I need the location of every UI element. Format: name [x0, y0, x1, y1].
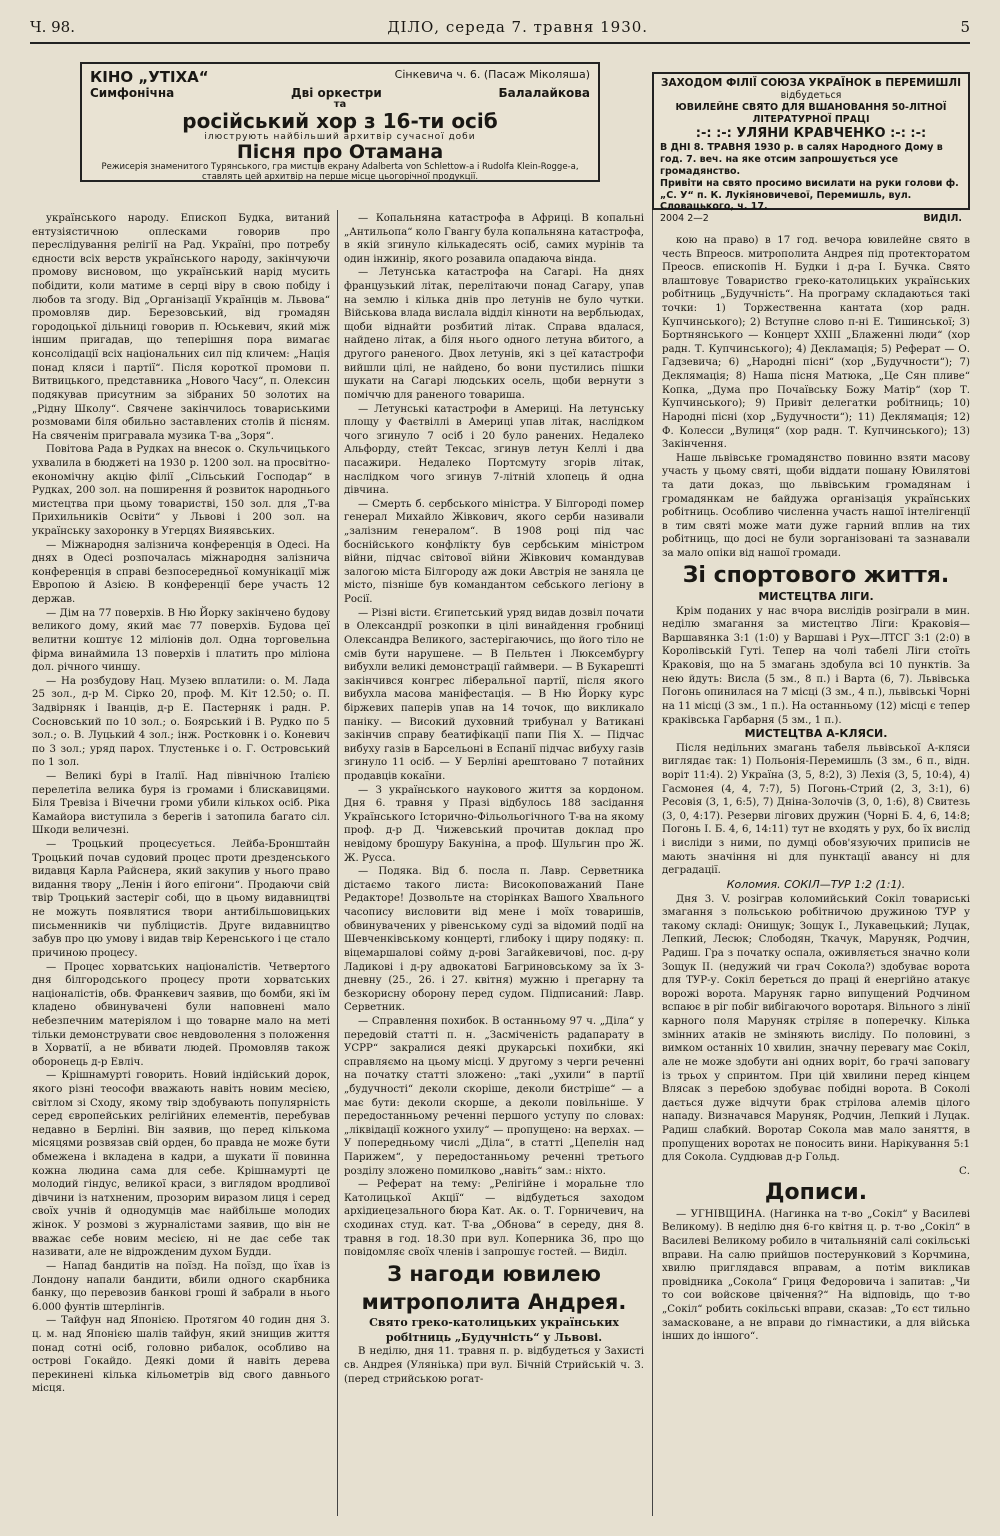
column-3: [662, 234, 970, 1520]
masthead-date: ДІЛО, середа 7. травня 1930.: [387, 18, 649, 36]
article-paragraph: Дня 3. V. розіграв коломийський Сокіл товариські змагання з польською робітничою дружиною ТУР у такому складі: Онищук; Зощук І., Лукавецький; Луцак, Лепкий, Лесюк; Слободян, Ткачук, Маруняк, Родчин, Радиш. Гра з початку оспала, оживляється значно коли Зощук ІІ. (недужий чи грач Сокола?) здобуває ворота для ТУР-у. Сокіл береться до праці й енергійно атакує ворожі ворота. Маруняк гарно випущений Родчином вспаює в ріг побіг вибігаючого воротаря. Вільного з лінії карного поля Маруняк стріляє в поперечку. Кілька змінних атаків не зміняють висліду. По половині, з вимком останніх 10 хвилин, значну перевагу має Сокіл, але не може здобути ані одних воріт, бо грачі заповагу із трьох у спринтом. При цій хвилини перед кінцем Влясак з перебою здобуває побідні ворота. В Соколі дається дуже відчути брак стрілова алемів цілого нападу. Визначався Маруняк, Родчин, Лепкий і Луцак. Радиш слабкий. Воротар Сокола мав мало заняття, в пропущених воротах не поносить вини. Нарікування 5:1 для Сокола. Суддював д-р Гольд.: [662, 893, 970, 1164]
orchestra-2: Балалайкова: [498, 86, 590, 100]
ad-prem-line3: ЮВИЛЕЙНЕ СВЯТО ДЛЯ ВШАНОВАННЯ 50-ЛІТНОЇ ЛІТЕРАТУРНОЇ ПРАЦІ: [675, 102, 947, 125]
article-paragraph: Після недільних змагань табеля львівської А-кляси виглядає так: 1) Польонія-Перемишль (3 зм., 6 п., відн. воріт 11:4). 2) Україна (3, 5, 8:2), 3) Лехія (3, 5, 10:4), 4) Гасмонея (4, 4, 7:7), 5) Погонь-Стрий (2, 3, 3:1), 6) Ресовія (3, 1, 6:5), 7) Дніна-Золочів (3, 0, 1:6), 8) Свитезь (3, 0, 4:17). Резерви лігових дружин (Чорні Б. 4, 6, 14:8; Погонь І. Б. 4, 6, 14:11) тут не входять у рух, бо їх вислід і висліди з ними, по думці обов'язуючих приписів не мають значіння ні для пунктації аванcу ні для деградації.: [662, 742, 970, 877]
ad-prem-signature: ВИДІЛ.: [923, 213, 962, 225]
dopysy-section-title: Дописи.: [764, 1180, 868, 1206]
sport-subheading: МИСТЕЦТВА А-КЛЯСИ.: [744, 727, 888, 741]
article-paragraph: — Великі бурі в Італії. Над північною Італією перелетіла велика буря із громами і блискавицями. Біля Тревіза і Вічечни громи убили кількох осіб. Ріка Камайора виступила з берегів і затопила багато сіл. Шкоди величезні.: [32, 770, 330, 837]
column-2: [344, 212, 644, 1520]
orchestra-1: Симфонічна: [90, 86, 175, 100]
orchestra-label: Дві оркестри: [290, 86, 382, 100]
article-paragraph: — Справлення похибок. В останньому 97 ч. „Діла“ у передовій статті п. н. „Засміченість радапарату в УСРР“ закралися деякі друкарські похибки, які справляємо на цьому місці. У другому з черги реченні на початку статті зложено: „такі „ухили“ в партії „будучності“ деколи скоріше, деколи бистріше“ — а має бути: деколи скорше, а деколи повільніше. У передостанньому реченні першого уступу по словах: „ліквідації кожного ухилу“ — пропущено: на верхах. — У попередньому числі „Діла“, в статті „Цепелін над Парижем“, у передостанньому реченні третього розділу зложено помилково „навіть“ зам.: ніхто.: [344, 1015, 644, 1177]
article-paragraph: Повітова Рада в Рудках на внесок о. Скульчицького ухвалила в бюджеті на 1930 р. 1200 зол. на просвітно-економічну акцію філії „Сільський Господар“ в Рудках, 200 зол. на поширення й розвиток народнього мистецтва при цьому товаристві, 150 зол. для „Т-ва Прихильників Освіти“ у Львові і 200 зол. на українську захоронку в Угерцях Вияявських.: [32, 444, 330, 538]
article-paragraph: — Троцький процесується. Лейба-Бронштайн Троцький почав судовий процес проти дрезденського видавця Карла Райснера, який закупив у нього право видання твору „Ленін і його епігони“. Продаючи свій твір Троцький застеріг собі, що в цьому видавництві не можуть появлятися твори антибільшовицьких письменників чи публіцистів. Друге видавництво забув про цю умову і видав твір Керенського і це стало причиною процесу.: [32, 839, 330, 959]
cinema-name: КІНО „УТІХА“: [90, 68, 209, 86]
article-paragraph: — Процес хорватських націоналістів. Четвертого дня білгородського процесу проти хорватських націоналістів, обв. Франкевич заявив, що бомби, які їм кладено обвинувачені були наповнені мало небезпечним матеріялом і що товарне мало на меті тільки демонструвати своє невдоволення з положення в Хорватії, а не вбивати людей. Промовляв також оборонець д-р Евліч.: [32, 961, 330, 1068]
article-paragraph: — Дім на 77 поверхів. В Ню Йорку закінчено будову великого дому, який має 77 поверхів. Будова цеї велитни коштує 12 міліонів дол. Одна торговельна фірма винаймила 13 поверхів і платить про міліона дол. річного чиншу.: [32, 607, 330, 674]
article-paragraph: — На розбудову Нац. Музею вплатили: о. М. Лада 25 зол., д-р М. Сірко 20, проф. М. Кіт 12.50; о. П. Задвірняк і Іванців, д-р Е. Пастерняк і радн. Р. Сосновський по 10 зол.; о. Боярський і В. Рудко по 5 зол.; о. В. Луцький 4 зол.; інж. Ростковнк і о. Коневич по 3 зол.; уряд парох. Тлустенькє і о. Г. Островський по 1 зол.: [32, 675, 330, 769]
article-paragraph: — Міжнародня залізнича конференція в Одесі. На днях в Одесі розпочалась міжнародня залізнича конференція в справі безпосередньої комунікації між Европою й Азією. В конференції бере участь 12 держав.: [32, 539, 330, 606]
article-paragraph: кою на право) в 17 год. вечора ювилейне свято в честь Впреосв. митрополита Андрея під протекторатом Преосв. епископів Н. Будки і д-ра І. Бучка. Свято влаштовує Товариство греко-католицьких українських робітниць „Будучність“. На програму складаються такі точки: 1) Торжественна кантата (хор радн. Купчинського); 2) Вступне слово п-ні Е. Тишинської; 3) Бортнянського — Концерт XXIII „Блаженні люди“ (хор радн. Т. Купчинського); 4) Декламація; 5) Реферат — О. Гадзевича; 6) „Народні пісні“ (хор „Будучности“); 7) Деклямація; 8) Наша пісня Матюка, „Це Сян пливе“ Копка, „Дума про Почаївську Божу Матір“ (хор Т. Купчинського); 9) Привіт делегатки робітниць; 10) Народні пісні (хор „Будучности“); 11) Деклямація; 12) Ф. Колесси „Вулиця“ (хор радн. Т. Купчинського); 13) Закінчення.: [662, 235, 970, 451]
article-paragraph: Наше львівське громадянство повинно взяти масову участь у цьому святі, щоби віддати пошану Ювилятові та дати доказ, що львівським громадянам і громадянкам не байдужа організація українських робітниць. Особливо численна участь нашої інтелігенції в тим святі може мати дуже гарний вплив на тих робітниць, що досі не були зорганізовані та зазнавали за мало опіки від нашої громади.: [662, 452, 970, 560]
sport-subheading: Коломия. СОКІЛ—ТУР 1:2 (1:1).: [726, 877, 906, 891]
conjunction: та: [333, 99, 347, 110]
article-paragraph: Крім поданих у нас вчора вислідів розіграли в мин. неділю змагання за мистецтво Ліги: Краковія—Варшавянка 3:1 (1:0) у Варшаві і Рух—ЛТСГ 3:1 (2:0) в Королівській Гуті. Тепер на чолі табелі Ліги стоїть Краковія, що на 5 змагань здобула всі 10 пунктів. За нею йдуть: Висла (5 зм., 8 п.) і Варта (6, 7). Львівська Погонь опинилася на 7 місці (3 зм., 4 п.), львівські Чорні на 11 місці (3 зм., 1 п.). На останньому (12) місці є тепер краківська Гарбарня (5 зм., 1 п.).: [662, 605, 970, 726]
article-signature: С.: [958, 1165, 970, 1177]
sport-subheading: МИСТЕЦТВА ЛІГИ.: [758, 589, 874, 603]
jubilee-subheadline: Свято греко-католицьких українських робітниць „Будучність“ у Львові.: [369, 1315, 619, 1344]
column-1: [32, 212, 330, 1520]
article-paragraph: — Напад бандитів на поїзд. На поїзд, що їхав із Лондону напали бандити, вбили одного скарбника банку, що перевозив банкові гроші й забрали в нього 6.000 фунтів штерлінгів.: [32, 1260, 330, 1313]
column-rule-1: [337, 210, 338, 1516]
ad-prem-line5: В ДНІ 8. ТРАВНЯ 1930 р. в салях Народного Дому в год. 7. веч. на яке отсим запрошується усе громадянство.: [660, 142, 943, 177]
jubilee-advertisement: [652, 72, 970, 225]
issue-number: Ч. 98.: [30, 18, 75, 36]
article-paragraph: — Подяка. Від б. посла п. Лавр. Серветника дістаємо такого листа: Високоповажаний Пане Редакторе! Дозвольте на сторінках Вашого Хвального часопису висловити від мене і моїх товаришів, обвинувачених у рівенському суді за відомий події на Шевченківському концерті, глибоку і щиру подяку: п. віцемаршалові сойму д-рові Загайкевичові, пос. д-ру Ладикові і д-ру адвокатові Багриновському за їх 3-дневну (25., 26. і 27. квітня) мужню і прегарну та безкорисну оборону перед судом. Підписаний: Лавр. Серветник.: [344, 866, 644, 1014]
film-credits: Режисерія знаменитого Турянського, гра мистців екрану Adalberta von Schlettow-a і Rudolfa Klein-Rogge-a, ставлять цей архитвір на перше місце цьогорічної продукції.: [101, 161, 579, 182]
article-paragraph: — УГНІВЩИНА. (Нагинка на т-во „Сокіл“ у Василеві Великому). В неділю дня 6-го квітня ц. р. т-во „Сокіл“ в Василеві Великому робило в читальняній салі сокільські вправи. На салю прийшов постерунковий з Корчмина, хвилю приглядався вправам, а потім викликав провідника „Сокола“ Гриця Федоровича і запитав: „Чи то сои войскове цвічення?“ На відповідь, що т-во „Сокіл“ робить сокільські вправи, сказав: „То єст тильно замасковане, а не вправи до гімнастики, а для війська інших до іншого“.: [662, 1208, 970, 1343]
film-title: Пісня про Отамана: [236, 141, 444, 163]
choir-line: російський хор з 16-ти осіб: [182, 109, 498, 133]
ad-prem-line2: відбудеться: [780, 90, 842, 102]
cinema-advertisement: [80, 62, 600, 182]
article-paragraph: — Летунська катастрофа на Сагарі. На днях французький літак, перелітаючи понад Сагару, упав на землю і кілька днів про летунів не було чутки. Військова влада вислала відділ кінноти на вербльюдах, щоби віднайти розбитий літак. Справа вдалася, найдено літак, а біля нього одного летуна вбитого, а другого раненого. Двох летунів, які з цеї катастрофи вийшли цілі, не найдено, бо вони пустились пішки шукати на Сагарі людських осель, щоби вернути з поміччю для раненого товариша.: [344, 267, 644, 401]
jubilee-banner-headline: З нагоди ювилею митрополита Андрея.: [361, 1261, 627, 1314]
page-number: 5: [960, 18, 970, 36]
article-paragraph: — Крішнамурті говорить. Новий індійський дорок, якого різні теософи вважають навіть новим месією, світлом зі Сходу, якому твір здобувають популярність серед європейських релігійних елементів, перебував недавно в Берліні. Він заявив, що перед кількома місяцями розвязав свій орден, бо правда не може бути обмежена і вкладена в кадри, а шукати її повинна кожна людина сама для себе. Крішнамурті це молодий гіндус, великої краси, з виглядом вродливої дівчини із натхненим, прозорим виразом лиця і серед своїх учнів й однодумців має найбільше молодих жінок. У розмові з журналістами заявив, що він не вважає себе новим месією, ні не дає себе так називати, але не відрожденим духом Будди.: [32, 1070, 330, 1259]
sport-section-title: Зі спортового життя.: [682, 562, 950, 588]
article-paragraph: В неділю, дня 11. травня п. р. відбудеться у Захисті св. Андрея (Уляніька) при вул. Бічній Стрийській ч. 3. (перед стрийською рогат-: [344, 1346, 644, 1385]
article-paragraph: — Летунські катастрофи в Америці. На летунську площу у Фаєтвіллі в Америці упав літак, наслідком чого згинуло 7 осіб і 20 було ранених. Недалеко Альфорду, стейт Тексас, згинув летун Келлі і два пасажири. Недалеко Портсмуту згорів літак, наслідком чого згинув 7-літній хлопець й одна дівчина.: [344, 403, 644, 497]
article-paragraph: — Різні вісти. Єгипетський уряд видав дозвіл почати в Олександрії розкопки в цілі винайдення гробниці Олександра Великого, застерігаючись, що його тіло не смів бути нарушене. — В Пельтен і Люксембургу вибухли великі демонстрації гаймвери. — В Букарешті закінчився конгрес ліберальної партії, після якого вибухла масова маніфестація. — В Ню Йорку курс біржевих паперів упав на 14 точок, що викликало паніку. — Високий духовний трибунал у Ватикані закінчив справу беатифікації папи Пія Х. — Підчас вибуху газів в Барсельоні в Еспанії підчас вибуху газів згинуло 11 осіб. — У Берліні арештовано 7 потайних продавців кокаїни.: [344, 607, 644, 782]
article-paragraph: — З українського наукового життя за кордоном. Дня 6. травня у Празі відбулось 188 засідання Українського Історично-Фільольогічного Т-ва на якому проф. д-р Д. Чижевський прочитав доклад про невідому брошуру Бакуніна, а проф. Шульгин про Ж. Ж. Русса.: [344, 784, 644, 864]
ad-subline: ілюструють найбільший архитвір сучасної доби: [204, 132, 476, 142]
ad-prem-line6: Привіти на свято просимо висилати на руки голови ф. „С. У“ п. К. Лукіяновичевої, Перемишль, вул. Словацького, ч. 17.: [660, 177, 959, 213]
article-paragraph: — Тайфун над Японією. Протягом 40 годин дня 3. ц. м. над Японією шалів тайфун, який знищив життя понад сотні осіб, головно рибалок, особливо на острові Гокайдо. Деякі доми й навіть дерева перекинені кілька кільометрів від свого давнього місця.: [32, 1315, 330, 1395]
article-paragraph: — Смерть б. сербського міністра. У Білгороді помер генерал Михайло Жівкович, якого серби називали „залізним генералом“. В 1908 році під час боснійського конфлікту був сербським міністром війни, підчас світової війни Жівкович командував залогою міста Білгороду аж доки Австрія не заняла це місто, пізніше був командантом себського легіону в Росії.: [344, 498, 644, 606]
article-paragraph: українського народу. Епископ Будка, витаний ентузіястичною оплесками говорив про переслідування релігії на Рад. Україні, про потребу єдности всіх верств українського народу, закінчуючи промову висновом, що український нарід мусить побідити, коли матиме в серці віру в свою побіду і любов та згоду. Від „Організації Українців м. Львова“ промовляв дир. Березовський, від громадян городоцької дільниці говорив п. Юськевич, який між іншим пригадав, що теперішня пора вимагає консолідації всіх національних сил під кличем: „Нація понад кляси і партії“. Після короткої промови п. Витвицького, представника „Нового Часу“, п. Олексин подякував присутним за зібраних 50 золотих на „Рідну Школу“. Свячене закінчилось товариськими розмовами біля обильно заставлених столів й пісням. На свяченім пригравала музика Т-ва „Зоря“.: [32, 213, 330, 442]
ad-prem-honoree: :-: :-: УЛЯНИ КРАВЧЕНКО :-: :-:: [695, 125, 927, 141]
column-rule-2: [652, 210, 653, 1516]
ad-prem-code: 2004 2—2: [660, 213, 709, 225]
page-header: [30, 12, 970, 44]
article-paragraph: — Копальняна катастрофа в Африці. В копальні „Антильопа“ коло Гвангу була копальняна катастрофа, в якій згинуло кількадесять осіб, самих мурінів та один інжинір, якого розавила опадаюча вінда.: [344, 213, 644, 265]
article-paragraph: — Реферат на тему: „Релігійне і моральне тло Католицької Акції“ — відбудеться заходом архідиецезального бюра Кат. Ак. о. Т. Горничевич, на сходинах студ. кат. Т-ва „Обнова“ в середу, дня 8. травня в год. 18.30 при вул. Коперника 36, про що повідомляє своїх членів і запрошує гостей. — Виділ.: [344, 1179, 644, 1259]
cinema-address: Сінкевича ч. 6. (Пасаж Міколяша): [394, 68, 590, 81]
ad-prem-line1: ЗАХОДОМ ФІЛІЇ СОЮЗА УКРАЇНОК в ПЕРЕМИШЛІ: [660, 77, 962, 89]
